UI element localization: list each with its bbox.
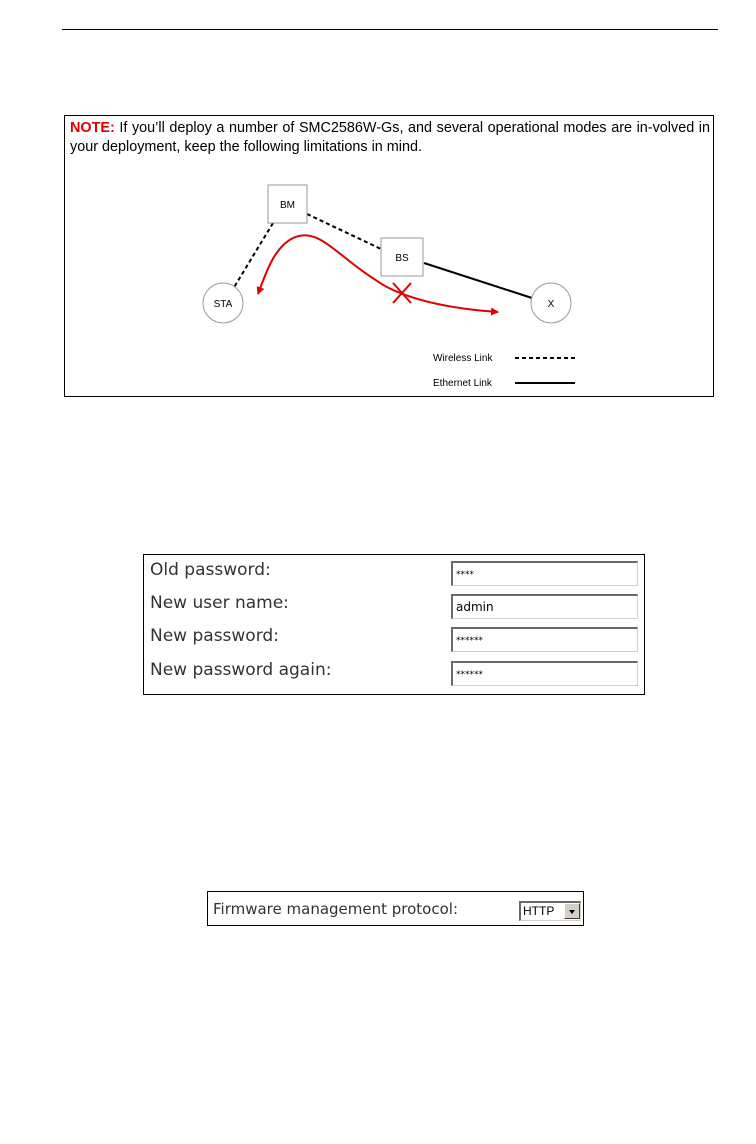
new-password-input[interactable]: ****** [451, 627, 638, 652]
node-sta-label: STA [213, 299, 233, 310]
traffic-path-to-sta [258, 235, 385, 294]
node-bs-label: BS [395, 253, 409, 264]
legend-ethernet-label: Ethernet Link [433, 378, 492, 389]
old-password-label: Old password: [150, 560, 271, 580]
note-body: If you’ll deploy a number of SMC2586W-Gs, and several operational modes are in-volved in your deployment, keep the following limitations in mind. [70, 120, 710, 155]
node-x [531, 283, 571, 323]
deployment-diagram [65, 116, 715, 398]
node-sta [203, 283, 243, 323]
firmware-protocol-label: Firmware management protocol: [213, 900, 459, 918]
firmware-protocol-panel [207, 891, 584, 926]
node-x-label: X [547, 299, 555, 310]
new-password-row [144, 625, 644, 653]
new-user-name-row [144, 592, 644, 620]
new-password-again-input[interactable]: ****** [451, 661, 638, 686]
page-top-rule [62, 29, 718, 30]
old-password-row [144, 559, 644, 587]
new-password-label: New password: [150, 626, 279, 646]
new-password-again-row [144, 659, 644, 687]
wireless-link-bm-bs [307, 214, 381, 249]
ethernet-link-bs-x [424, 263, 532, 298]
traffic-path-to-x [385, 286, 498, 312]
firmware-protocol-select[interactable] [519, 901, 581, 921]
node-bs [381, 238, 423, 276]
note-box [64, 115, 714, 397]
chevron-down-icon [569, 910, 575, 914]
node-bm [268, 185, 307, 223]
new-user-name-label: New user name: [150, 593, 289, 613]
old-password-input[interactable]: **** [451, 561, 638, 586]
firmware-protocol-selected-value: HTTP [523, 904, 555, 918]
new-password-again-label: New password again: [150, 660, 332, 680]
legend-wireless-label: Wireless Link [433, 353, 493, 364]
dropdown-button[interactable] [564, 903, 580, 919]
new-user-name-input[interactable]: admin [451, 594, 638, 619]
node-bm-label: BM [280, 200, 295, 211]
password-form-panel [143, 554, 645, 695]
note-label: NOTE: [70, 120, 115, 136]
wireless-link-bm-sta [233, 223, 273, 289]
